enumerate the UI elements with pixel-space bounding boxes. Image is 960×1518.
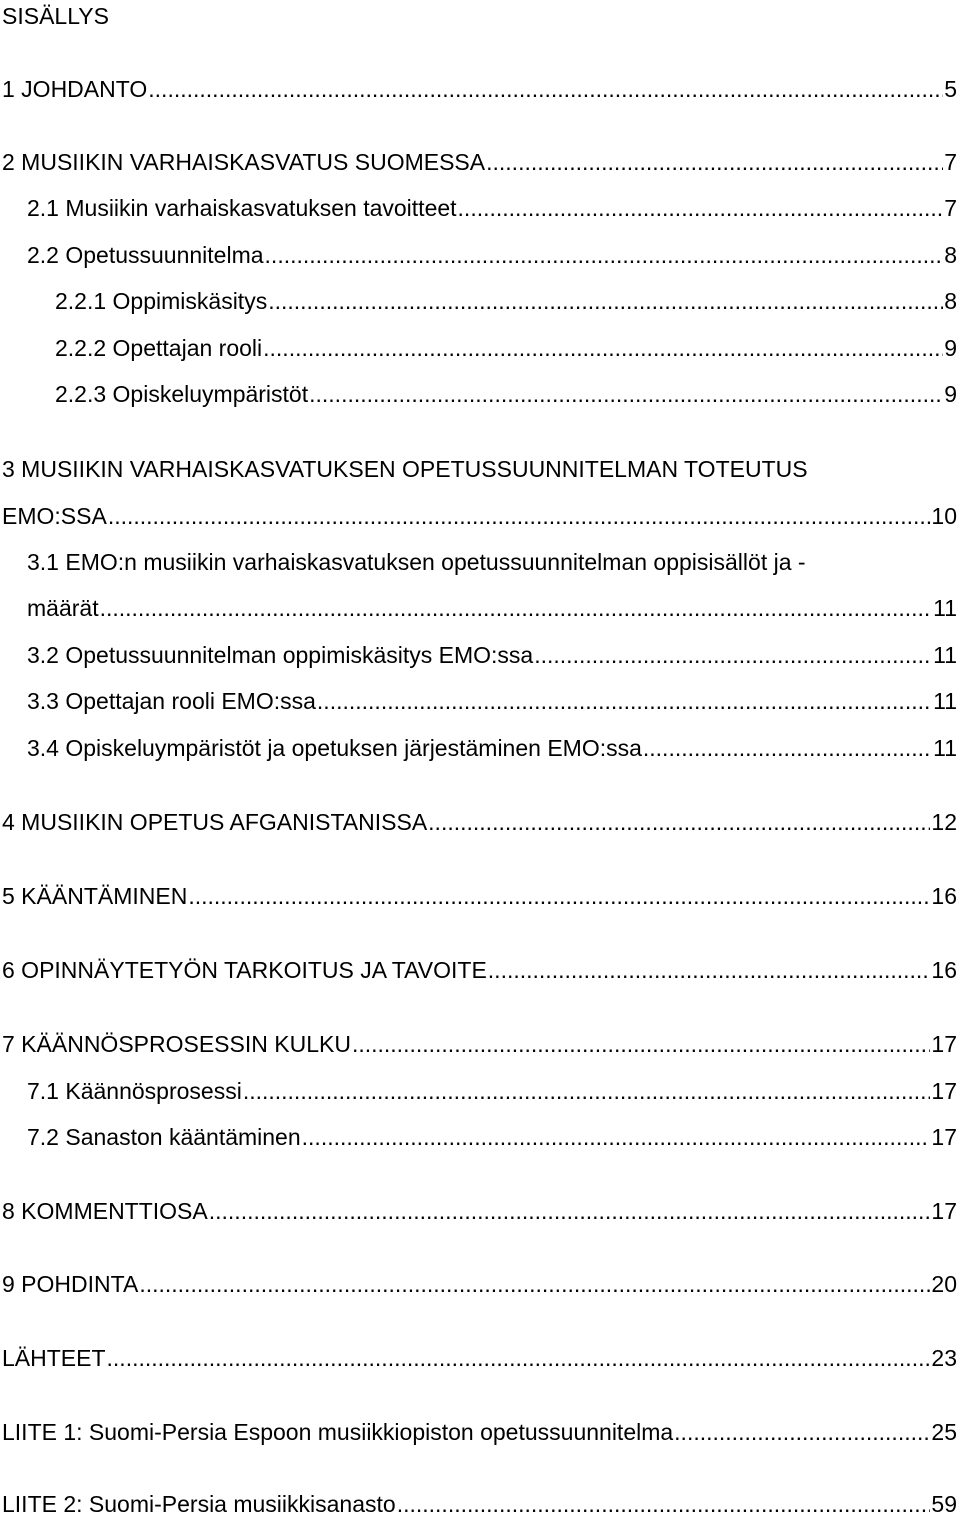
toc-entry-label: LÄHTEET (2, 1345, 106, 1371)
toc-leader-dots (397, 1490, 931, 1518)
toc-entry-label: 7.1 Käännösprosessi (27, 1078, 242, 1104)
toc-entry-label: 7.2 Sanaston kääntäminen (27, 1124, 301, 1150)
toc-leader-dots (108, 502, 931, 530)
toc-entry-page: 9 (944, 381, 957, 407)
toc-entry (55, 380, 957, 408)
toc-leader-dots (100, 594, 933, 622)
toc-leader-dots (209, 1197, 931, 1225)
toc-entry-page: 25 (931, 1419, 957, 1445)
toc-leader-dots (265, 241, 944, 269)
toc-entry (2, 1490, 957, 1518)
toc-entry-label: LIITE 1: Suomi-Persia Espoon musiikkiopiston opetussuunnitelma (2, 1419, 674, 1445)
toc-entry-page: 8 (944, 242, 957, 268)
toc-entry-page: 16 (931, 957, 957, 983)
toc-entry (2, 882, 957, 910)
toc-entry-label: 3.2 Opetussuunnitelman oppimiskäsitys EMO:ssa (27, 642, 534, 668)
toc-entry-page: 23 (931, 1345, 957, 1371)
toc-leader-dots (268, 287, 943, 315)
toc-entry-label: EMO:SSA (2, 503, 107, 529)
toc-leader-dots (263, 334, 943, 362)
toc-entry-page: 9 (944, 335, 957, 361)
toc-entry (2, 808, 957, 836)
toc-entry-page: 11 (933, 642, 957, 668)
toc-entry-label: 4 MUSIIKIN OPETUS AFGANISTANISSA (2, 809, 428, 835)
toc-entry-label: 3.4 Opiskeluympäristöt ja opetuksen järjestäminen EMO:ssa (27, 735, 642, 761)
toc-entry-label: 7 KÄÄNNÖSPROSESSIN KULKU (2, 1031, 351, 1057)
toc-entry-page: 7 (944, 195, 957, 221)
toc-entry-label: 2.2.2 Opettajan rooli (55, 335, 263, 361)
toc-entry-page: 10 (931, 503, 957, 529)
toc-entry-label-line1: 3 MUSIIKIN VARHAISKASVATUKSEN OPETUSSUUNNITELMAN TOTEUTUS (2, 456, 808, 482)
toc-entry (27, 241, 957, 269)
toc-heading: SISÄLLYS (2, 3, 109, 29)
toc-entry-label: 1 JOHDANTO (2, 76, 148, 102)
toc-entry (2, 502, 957, 530)
toc-entry (2, 956, 957, 984)
toc-leader-dots (674, 1418, 930, 1446)
toc-entry-label: 2 MUSIIKIN VARHAISKASVATUS SUOMESSA (2, 149, 486, 175)
toc-entry-page: 20 (931, 1271, 957, 1297)
toc-entry-label: 3.3 Opettajan rooli EMO:ssa (27, 688, 316, 714)
toc-entry-label: 8 KOMMENTTIOSA (2, 1198, 208, 1224)
toc-entry (27, 641, 957, 669)
toc-entry-page: 17 (931, 1198, 957, 1224)
toc-leader-dots (458, 194, 944, 222)
toc-entry-page: 7 (944, 149, 957, 175)
toc-leader-dots (352, 1030, 930, 1058)
toc-entry-label: 9 POHDINTA (2, 1271, 139, 1297)
toc-entry (2, 1344, 957, 1372)
toc-entry (27, 594, 957, 622)
toc-entry (27, 1123, 957, 1151)
toc-entry (2, 1197, 957, 1225)
toc-leader-dots (488, 956, 931, 984)
toc-leader-dots (309, 380, 943, 408)
toc-leader-dots (188, 882, 930, 910)
toc-entry-label: 5 KÄÄNTÄMINEN (2, 883, 188, 909)
toc-entry-page: 11 (933, 688, 957, 714)
toc-entry (2, 1418, 957, 1446)
toc-entry-page: 5 (944, 76, 957, 102)
toc-entry-label: 2.2.3 Opiskeluympäristöt (55, 381, 309, 407)
toc-entry (2, 75, 957, 103)
toc-leader-dots (534, 641, 932, 669)
toc-entry-label: 2.2.1 Oppimiskäsitys (55, 288, 268, 314)
toc-entry-label: 2.2 Opetussuunnitelma (27, 242, 264, 268)
toc-entry-label: 6 OPINNÄYTETYÖN TARKOITUS JA TAVOITE (2, 957, 487, 983)
toc-entry (27, 687, 957, 715)
toc-leader-dots (243, 1077, 931, 1105)
toc-leader-dots (139, 1270, 930, 1298)
toc-leader-dots (643, 734, 932, 762)
toc-entry-page: 17 (931, 1031, 957, 1057)
toc-leader-dots (302, 1123, 931, 1151)
toc-leader-dots (428, 808, 930, 836)
toc-entry (27, 1077, 957, 1105)
toc-entry-page: 12 (931, 809, 957, 835)
toc-entry (27, 734, 957, 762)
toc-leader-dots (486, 148, 943, 176)
toc-entry (27, 194, 957, 222)
toc-entry-page: 59 (931, 1491, 957, 1517)
toc-entry-label: LIITE 2: Suomi-Persia musiikkisanasto (2, 1491, 396, 1517)
toc-entry (55, 334, 957, 362)
toc-entry-page: 17 (931, 1078, 957, 1104)
toc-entry-label: määrät (27, 595, 99, 621)
toc-leader-dots (107, 1344, 931, 1372)
toc-entry-label-line1: 3.1 EMO:n musiikin varhaiskasvatuksen opetussuunnitelman oppisisällöt ja - (27, 549, 806, 575)
toc-entry (2, 1030, 957, 1058)
toc-leader-dots (317, 687, 932, 715)
toc-entry (2, 1270, 957, 1298)
toc-entry-page: 11 (933, 595, 957, 621)
toc-entry-page: 16 (931, 883, 957, 909)
toc-entry-page: 11 (933, 735, 957, 761)
toc-entry-label: 2.1 Musiikin varhaiskasvatuksen tavoitteet (27, 195, 457, 221)
toc-entry (55, 287, 957, 315)
toc-entry-page: 8 (944, 288, 957, 314)
toc-leader-dots (148, 75, 943, 103)
toc-entry (2, 148, 957, 176)
toc-entry-page: 17 (931, 1124, 957, 1150)
